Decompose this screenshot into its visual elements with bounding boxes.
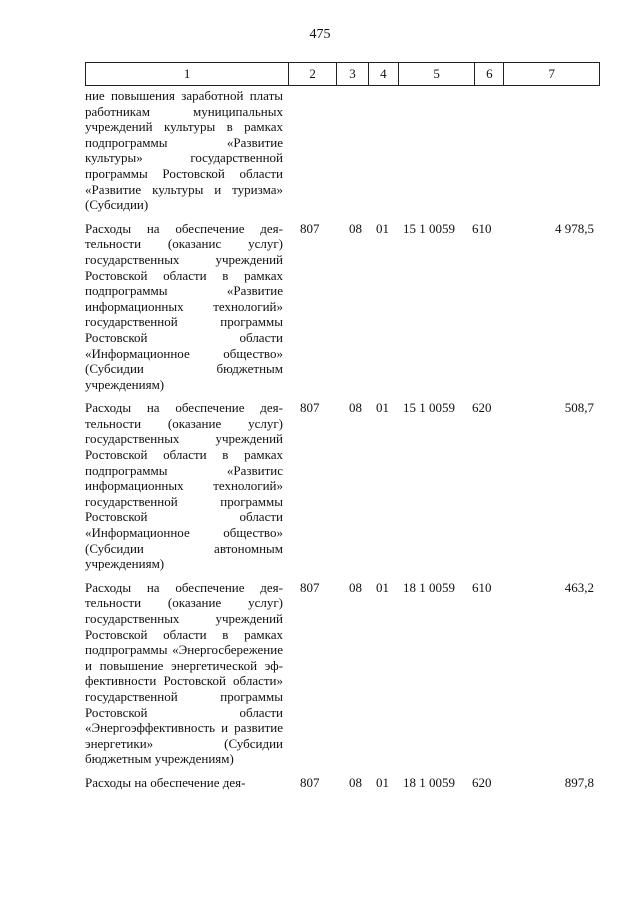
column-number-2: 2 [289,63,337,85]
row-description: Расходы на обеспечение деятельности (оказание услуг) государственных учреждений Ростовской области в рамках подпрограммы «Развитис информационных технологий» государственной программы Ростовской области «Информационное общество» (Субсидии автономным учреждениям) [85,400,283,572]
table-row [85,221,600,393]
section-code: 08 [349,774,362,790]
table-row [85,580,600,767]
column-number-3: 3 [337,63,369,85]
section-code: 08 [349,400,362,416]
department-code: 807 [300,400,320,416]
amount: 463,2 [564,579,594,595]
amount: 4 978,5 [555,220,594,236]
department-code: 807 [300,579,320,595]
table-row [85,88,600,213]
page-number: 475 [309,27,331,42]
target-item-code: 18 1 0059 [403,774,455,790]
column-number-4: 4 [369,63,399,85]
department-code: 807 [300,774,320,790]
row-description: ние повышения заработной платы работникам муниципальных учреждений культуры в рамках подпрограммы «Развитие культуры» государственной программы Ростовской области «Развитие культуры и туризма» (Субсидии) [85,88,283,213]
target-item-code: 15 1 0059 [403,400,455,416]
expense-type-code: 610 [472,579,492,595]
subsection-code: 01 [376,220,389,236]
subsection-code: 01 [376,774,389,790]
column-number-1: 1 [86,63,289,85]
target-item-code: 18 1 0059 [403,579,455,595]
section-code: 08 [349,220,362,236]
table-column-header [85,62,600,86]
row-description: Расходы на обеспечение деятельности (оказанис услуг) государственных учреждений Ростовской области в рамках подпрограммы «Развитие информационных технологий» государственной программы Ростовской области «Информационное общество» (Субсидии бюджетным учреждениям) [85,220,283,392]
column-number-7: 7 [548,66,555,81]
table-row [85,775,600,791]
row-description: Расходы на обеспечение дея- [85,774,246,790]
subsection-code: 01 [376,579,389,595]
column-number-6: 6 [475,63,504,85]
expense-type-code: 620 [472,400,492,416]
section-code: 08 [349,579,362,595]
amount: 508,7 [564,400,594,416]
column-number-5: 5 [399,63,476,85]
table-row [85,400,600,572]
expense-type-code: 610 [472,220,492,236]
budget-table-body [85,88,600,799]
row-description: Расходы на обеспечение деятельности (оказание услуг) государственных учреждений Ростовской области в рамках подпрограммы «Энергосбережение и повышение энергетической эффективности Ростовской области» государственной программы Ростовской области «Энергоэффективность и развитие энергетики» (Субсидии бюджетным учреждениям) [85,579,283,767]
amount: 897,8 [564,774,594,790]
expense-type-code: 620 [472,774,492,790]
subsection-code: 01 [376,400,389,416]
department-code: 807 [300,220,320,236]
target-item-code: 15 1 0059 [403,220,455,236]
